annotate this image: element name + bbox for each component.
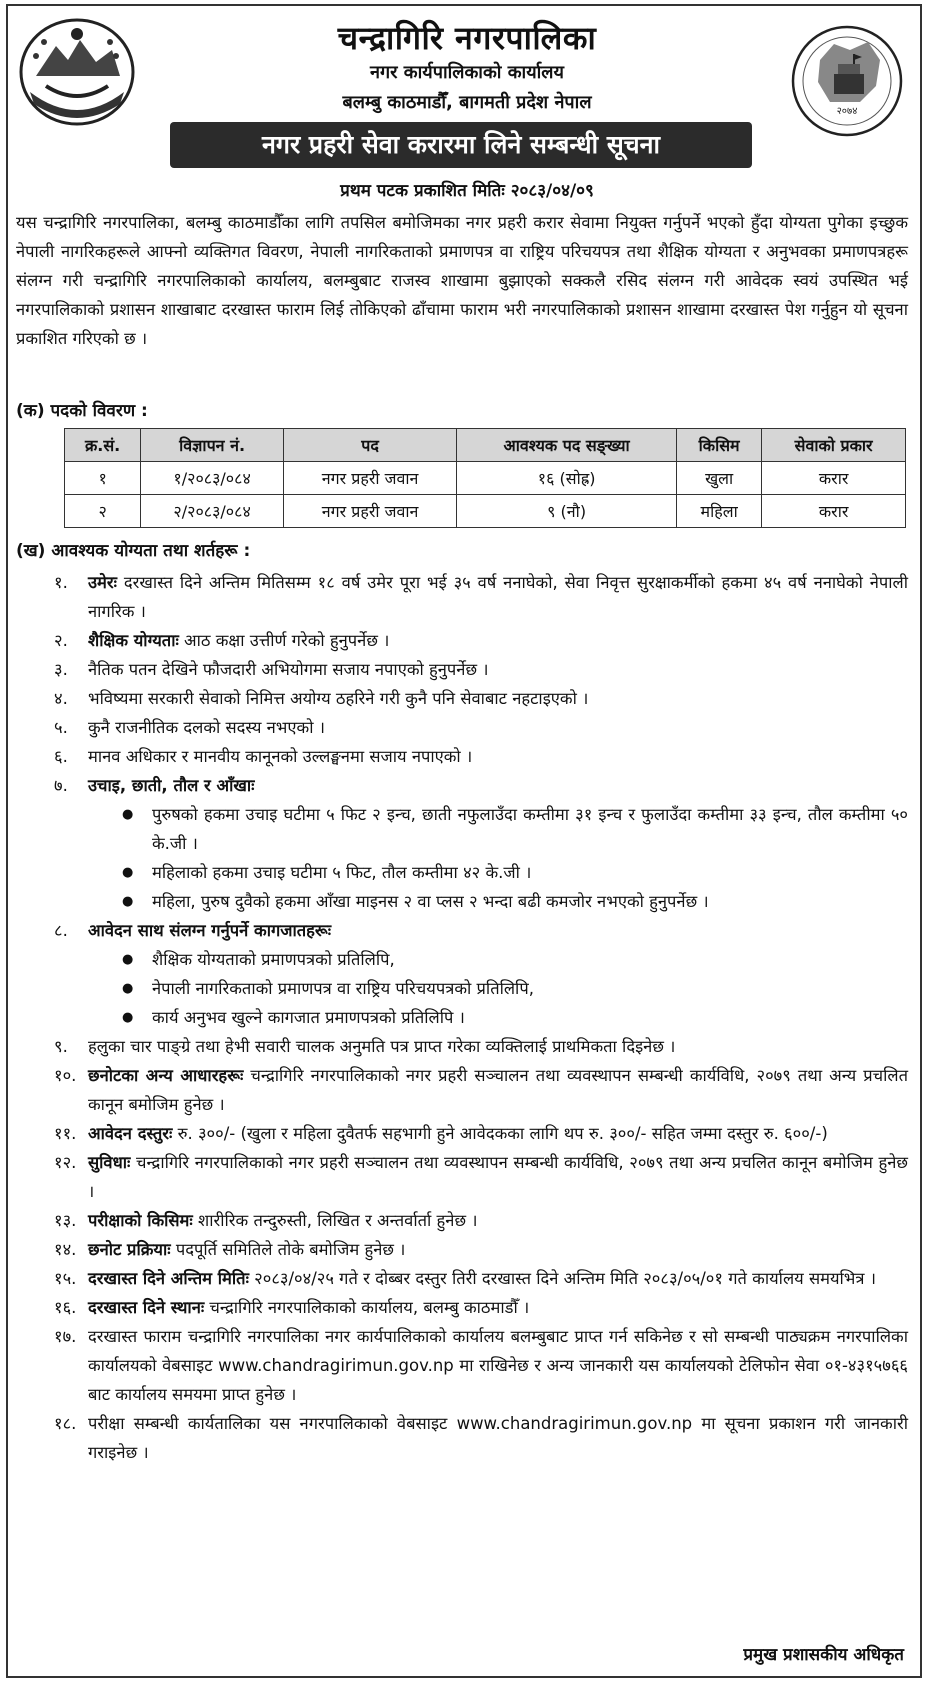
- item-number: ५.: [54, 718, 68, 737]
- list-item: [16, 742, 908, 771]
- signatory-title: प्रमुख प्रशासकीय अधिकृत: [743, 1645, 904, 1665]
- documents-bullets: [16, 945, 908, 1032]
- list-item: [16, 626, 908, 655]
- list-item: [16, 771, 908, 800]
- intro-paragraph: यस चन्द्रागिरि नगरपालिका, बलम्बु काठमाडौँका लागि तपसिल बमोजिमका नगर प्रहरी करार सेवामा नियुक्त गर्नुपर्ने भएको हुँदा योग्यता पुगेका इच्छुक नेपाली नागरिकहरूले आफ्नो व्यक्तिगत विवरण, नेपाली नागरिकताको प्रमाणपत्र वा राष्ट्रिय परिचयपत्र तथा शैक्षिक योग्यता र अनुभवका प्रमाणपत्रहरू संलग्न गरी चन्द्रागिरि नगरपालिकाको कार्यालय, बलम्बुबाट राजस्व शाखामा बुझाएको सक्कलै रसिद संलग्न गरी आवेदक स्वयं उपस्थित भई नगरपालिकाको प्रशासन शाखाबाट दरखास्त फाराम लिई तोकिएको ढाँचामा फाराम भरी नगरपालिकाको प्रशासन शाखामा दरखास्त पेश गर्नुहुन यो सूचना प्रकाशित गरिएको छ ।: [16, 213, 908, 348]
- item-label: उमेरः: [88, 573, 117, 592]
- table-header-row: [65, 429, 906, 462]
- item-number: १२.: [54, 1153, 77, 1172]
- table-cell: महिला: [677, 495, 762, 528]
- item-number: १७.: [54, 1327, 77, 1346]
- item-text: हलुका चार पाङ्ग्रे तथा हेभी सवारी चालक अनुमति पत्र प्राप्त गरेका व्यक्तिलाई प्राथमिकता दिइनेछ ।: [88, 1037, 676, 1056]
- table-cell: २/२०८३/०८४: [141, 495, 284, 528]
- list-item: [16, 684, 908, 713]
- item-label: छनोट प्रक्रियाः: [88, 1240, 171, 1259]
- table-row: [65, 462, 906, 495]
- item-number: २.: [54, 631, 68, 650]
- item-text: आठ कक्षा उत्तीर्ण गरेको हुनुपर्नेछ ।: [178, 631, 390, 650]
- seal-year: २०७४: [836, 106, 858, 117]
- list-item: [16, 1235, 908, 1264]
- municipality-title: चन्द्रागिरि नगरपालिका: [337, 19, 597, 57]
- item-number: ९.: [54, 1037, 68, 1056]
- item-text: दरखास्त दिने अन्तिम मितिसम्म १८ वर्ष उमेर पूरा भई ३५ वर्ष ननाघेको, सेवा निवृत्त सुरक्षाकर्मीको हकमा ४५ वर्ष ननाघेको नेपाली नागरिक ।: [88, 573, 908, 621]
- item-number: १०.: [54, 1066, 77, 1085]
- list-item: [16, 1264, 908, 1293]
- item-text: परीक्षा सम्बन्धी कार्यतालिका यस नगरपालिकाको वेबसाइट www.chandragirimun.gov.np मा सूचना प्रकाशन गरी जानकारी गराइनेछ ।: [88, 1414, 908, 1462]
- table-cell: करार: [762, 495, 906, 528]
- item-number: १८.: [54, 1414, 77, 1433]
- physical-requirements-bullets: [16, 800, 908, 916]
- table-cell: १/२०८३/०८४: [141, 462, 284, 495]
- table-cell: नगर प्रहरी जवान: [283, 462, 456, 495]
- table-cell: १६ (सोह्र): [457, 462, 677, 495]
- bullet-item: ● पुरुषको हकमा उचाइ घटीमा ५ फिट २ इन्च, छाती नफुलाउँदा कम्तीमा ३१ इन्च र फुलाउँदा कम्तीमा ३३ इन्च, तौल कम्तीमा ५० के.जी ।: [122, 800, 908, 858]
- table-cell: करार: [762, 462, 906, 495]
- section-qualifications-heading: (ख) आवश्यक योग्यता तथा शर्तहरू :: [16, 541, 251, 561]
- item-text: पदपूर्ति समितिले तोके बमोजिम हुनेछ ।: [170, 1240, 406, 1259]
- list-item: [16, 916, 908, 945]
- bullet-item: ● महिला, पुरुष दुवैको हकमा आँखा माइनस २ वा प्लस २ भन्दा बढी कमजोर नभएको हुनुपर्नेछ ।: [122, 887, 908, 916]
- table-cell: खुला: [677, 462, 762, 495]
- bullet-item: ● नेपाली नागरिकताको प्रमाणपत्र वा राष्ट्रिय परिचयपत्रको प्रतिलिपि,: [122, 974, 908, 1003]
- list-item: [16, 1322, 908, 1409]
- office-address: बलम्बु काठमाडौँ, बागमती प्रदेश नेपाल: [342, 92, 592, 113]
- section-post-details-heading: (क) पदको विवरण :: [16, 401, 148, 421]
- item-number: ६.: [54, 747, 68, 766]
- col-header-adv-no: विज्ञापन नं.: [141, 429, 284, 462]
- item-text: चन्द्रागिरि नगरपालिकाको नगर प्रहरी सञ्चालन तथा व्यवस्थापन सम्बन्धी कार्यविधि, २०७९ तथा अन्य प्रचलित कानून बमोजिम हुनेछ ।: [88, 1066, 908, 1114]
- list-item: [16, 1409, 908, 1467]
- posts-table: [64, 428, 906, 528]
- list-item: [16, 1032, 908, 1061]
- table-cell: २: [65, 495, 141, 528]
- list-item: [16, 1148, 908, 1206]
- list-item: [16, 568, 908, 626]
- item-text: भविष्यमा सरकारी सेवाको निमित्त अयोग्य ठहरिने गरी कुनै पनि सेवाबाट नहटाइएको ।: [88, 689, 589, 708]
- table-cell: १: [65, 462, 141, 495]
- published-date: प्रथम पटक प्रकाशित मितिः २०८३/०४/०९: [340, 181, 594, 201]
- item-label: आवेदन दस्तुरः: [88, 1124, 173, 1143]
- col-header-sn: क्र.सं.: [65, 429, 141, 462]
- item-text: चन्द्रागिरि नगरपालिकाको नगर प्रहरी सञ्चालन तथा व्यवस्थापन सम्बन्धी कार्यविधि, २०७९ तथा अन्य प्रचलित कानून बमोजिम हुनेछ ।: [88, 1153, 908, 1201]
- table-row: [65, 495, 906, 528]
- col-header-count: आवश्यक पद सङ्ख्या: [457, 429, 677, 462]
- item-number: १५.: [54, 1269, 77, 1288]
- list-item: [16, 655, 908, 684]
- list-item: [16, 713, 908, 742]
- item-label: शैक्षिक योग्यताः: [88, 631, 179, 650]
- table-cell: नगर प्रहरी जवान: [283, 495, 456, 528]
- office-name: नगर कार्यपालिकाको कार्यालय: [370, 62, 564, 83]
- item-number: १४.: [54, 1240, 77, 1259]
- item-number: १.: [54, 573, 68, 592]
- item-number: ११.: [54, 1124, 77, 1143]
- list-item: [16, 1119, 908, 1148]
- item-label: छनोटका अन्य आधारहरूः: [88, 1066, 244, 1085]
- item-number: ४.: [54, 689, 68, 708]
- notice-title-banner: नगर प्रहरी सेवा करारमा लिने सम्बन्धी सूचना: [170, 122, 752, 168]
- item-text: मानव अधिकार र मानवीय कानूनको उल्लङ्घनमा सजाय नपाएको ।: [88, 747, 473, 766]
- bullet-item: ● महिलाको हकमा उचाइ घटीमा ५ फिट, तौल कम्तीमा ४२ के.जी ।: [122, 858, 908, 887]
- item-label: सुविधाः: [88, 1153, 131, 1172]
- table-cell: ९ (नौ): [457, 495, 677, 528]
- bullet-item: ● शैक्षिक योग्यताको प्रमाणपत्रको प्रतिलिपि,: [122, 945, 908, 974]
- item-text: दरखास्त फाराम चन्द्रागिरि नगरपालिका नगर कार्यपालिकाको कार्यालय बलम्बुबाट प्राप्त गर्न सकिनेछ र सो सम्बन्धी पाठ्यक्रम नगरपालिका कार्यालयको वेबसाइट www.chandragirimun.gov.np मा राखिनेछ र अन्य जानकारी यस कार्यालयको टेलिफोन सेवा ०१-४३१५७६६ बाट कार्यालय समयमा प्राप्त हुनेछ ।: [88, 1327, 908, 1404]
- list-item: [16, 1061, 908, 1119]
- item-label: उचाइ, छाती, तौल र आँखाः: [88, 776, 255, 795]
- item-number: ८.: [54, 921, 68, 940]
- item-label: दरखास्त दिने अन्तिम मितिः: [88, 1269, 249, 1288]
- item-number: ३.: [54, 660, 68, 679]
- item-number: १६.: [54, 1298, 77, 1317]
- list-item: [16, 1206, 908, 1235]
- item-number: १३.: [54, 1211, 77, 1230]
- col-header-post: पद: [283, 429, 456, 462]
- item-text: २०८३/०४/२५ गते र दोब्बर दस्तुर तिरी दरखास्त दिने अन्तिम मिति २०८३/०५/०१ गते कार्यालय समयभित्र ।: [248, 1269, 877, 1288]
- item-text: कुनै राजनीतिक दलको सदस्य नभएको ।: [88, 718, 325, 737]
- item-label: परीक्षाको किसिमः: [88, 1211, 193, 1230]
- col-header-type: किसिम: [677, 429, 762, 462]
- requirements-list: [16, 568, 908, 1467]
- item-number: ७.: [54, 776, 68, 795]
- item-label: दरखास्त दिने स्थानः: [88, 1298, 205, 1317]
- item-text: चन्द्रागिरि नगरपालिकाको कार्यालय, बलम्बु काठमाडौँ ।: [204, 1298, 530, 1317]
- list-item: [16, 1293, 908, 1322]
- item-text: शारीरिक तन्दुरुस्ती, लिखित र अन्तर्वार्ता हुनेछ ।: [192, 1211, 478, 1230]
- bullet-item: ● कार्य अनुभव खुल्ने कागजात प्रमाणपत्रको प्रतिलिपि ।: [122, 1003, 908, 1032]
- item-label: आवेदन साथ संलग्न गर्नुपर्ने कागजातहरूः: [88, 921, 332, 940]
- item-text: नैतिक पतन देखिने फौजदारी अभियोगमा सजाय नपाएको हुनुपर्नेछ ।: [88, 660, 489, 679]
- col-header-service: सेवाको प्रकार: [762, 429, 906, 462]
- item-text: रु. ३००/- (खुला र महिला दुवैतर्फ सहभागी हुने आवेदकका लागि थप रु. ३००/- सहित जम्मा दस्तुर रु. ६००/-): [172, 1124, 828, 1143]
